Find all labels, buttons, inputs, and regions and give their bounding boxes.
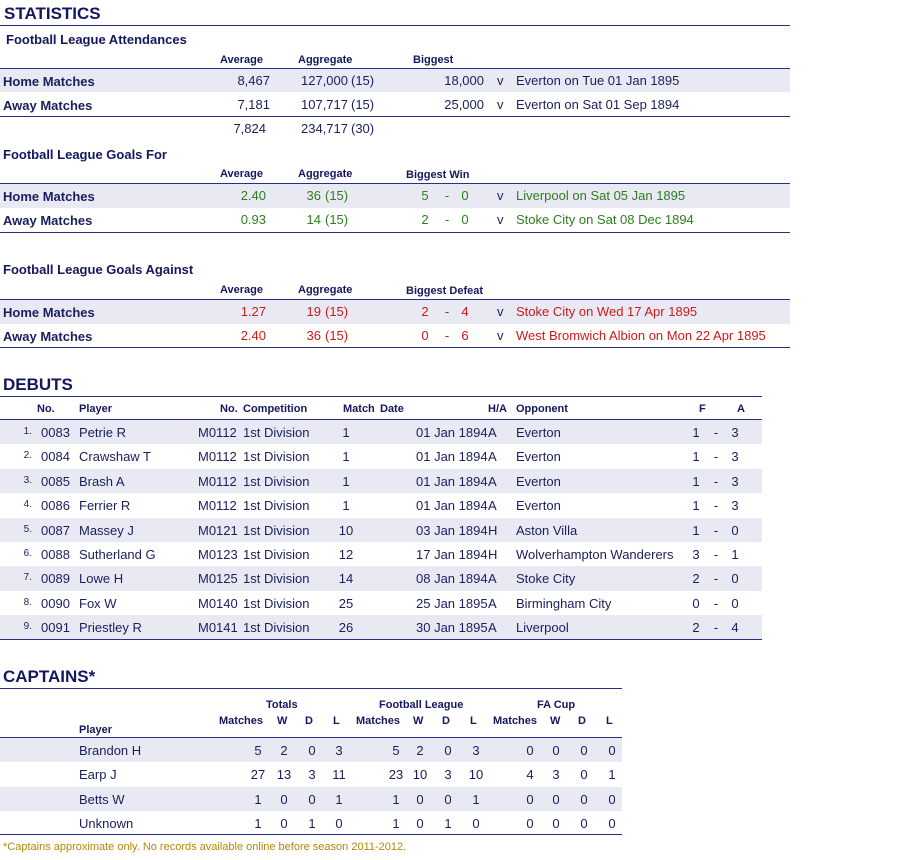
col-w-header: W (550, 715, 561, 727)
captain-fl-matches: 5 (392, 743, 400, 758)
captain-fa-matches: 0 (526, 816, 534, 832)
captain-fa-l: 0 (608, 816, 616, 832)
score-against: 0 (461, 188, 469, 203)
debut-player: Massey J (79, 522, 134, 538)
captains-title: CAPTAINS* (3, 667, 96, 686)
total-count: (30) (351, 121, 375, 136)
debut-dash: - (713, 595, 719, 611)
debut-match: 1 (342, 425, 350, 440)
versus: v (497, 97, 504, 112)
col-average-header: Average (220, 284, 264, 296)
biggest-detail: Everton on Sat 01 Sep 1894 (516, 97, 680, 112)
col-aggregate-header: Aggregate (298, 54, 353, 66)
captain-fa-d: 0 (580, 816, 588, 832)
captain-fa-l: 0 (608, 791, 616, 807)
row-label: Home Matches (3, 74, 95, 89)
average-value: 0.93 (240, 212, 266, 227)
col-matches-header: Matches (356, 715, 401, 727)
captain-t-d: 0 (308, 791, 316, 807)
attendances-title: Football League Attendances (6, 32, 187, 47)
captains-footnote: *Captains approximate only. No records available online before season 2011-2012. (3, 841, 407, 853)
aggregate-count: (15) (325, 304, 349, 319)
debut-mno: M0141 (198, 620, 238, 636)
debut-ha: A (488, 595, 497, 611)
debut-date: 17 Jan 1894 (416, 547, 488, 562)
col-average-header: Average (220, 54, 264, 66)
col-average-header: Average (220, 168, 264, 180)
group-totals-header: Totals (266, 699, 298, 711)
debut-f: 0 (692, 595, 700, 611)
debut-player: Priestley R (79, 620, 142, 636)
row-label: Home Matches (3, 189, 95, 204)
captain-t-l: 0 (335, 816, 343, 832)
aggregate-count: (15) (325, 212, 349, 227)
debut-match: 10 (338, 522, 354, 538)
statistics-title: STATISTICS (4, 4, 101, 23)
debut-f: 2 (692, 571, 700, 587)
captain-fl-l: 1 (472, 791, 480, 807)
debut-ha: A (488, 620, 497, 636)
debut-date: 25 Jan 1895 (416, 595, 488, 611)
score-dash: - (444, 212, 450, 227)
debut-idx: 5. (23, 523, 32, 535)
debut-no: 0091 (41, 620, 70, 636)
debut-date: 01 Jan 1894 (416, 425, 488, 440)
captain-fa-w: 3 (552, 767, 560, 783)
goals-against-title: Football League Goals Against (3, 262, 194, 277)
debuts-title: DEBUTS (3, 375, 73, 394)
average-value: 8,467 (237, 73, 270, 88)
debut-dash: - (713, 522, 719, 538)
captain-fa-d: 0 (580, 791, 588, 807)
score-dash: - (444, 188, 450, 203)
debut-a: 0 (731, 522, 739, 538)
col-l-header: L (606, 715, 613, 727)
debut-competition: 1st Division (243, 571, 310, 587)
captain-fl-l: 10 (468, 767, 484, 783)
debut-idx: 9. (23, 621, 32, 633)
debut-f: 3 (692, 547, 700, 562)
col-d-header: D (442, 715, 450, 727)
col-player-header: Player (79, 403, 113, 415)
debut-mno: M0112 (198, 425, 237, 440)
captain-player: Betts W (79, 791, 125, 807)
aggregate-value: 127,000 (301, 73, 348, 88)
goals-for-title: Football League Goals For (3, 147, 167, 162)
col-a-header: A (737, 403, 745, 415)
debut-ha: A (488, 449, 497, 465)
average-value: 2.40 (240, 328, 266, 343)
aggregate-count: (15) (351, 97, 375, 112)
debut-a: 0 (731, 571, 739, 587)
divider (0, 639, 762, 640)
biggest-detail: West Bromwich Albion on Mon 22 Apr 1895 (516, 328, 766, 343)
debut-match: 1 (342, 498, 350, 514)
debut-ha: A (488, 498, 497, 514)
versus: v (497, 328, 504, 343)
debut-idx: 3. (23, 474, 32, 486)
debut-opponent: Everton (516, 473, 561, 489)
captain-fa-matches: 4 (526, 767, 534, 783)
row-label: Away Matches (3, 329, 93, 344)
debut-match: 1 (342, 449, 350, 465)
debut-opponent: Everton (516, 449, 561, 465)
col-f-header: F (699, 403, 706, 415)
debut-idx: 6. (23, 548, 32, 559)
captain-fl-w: 10 (412, 767, 428, 783)
versus: v (497, 212, 504, 227)
debut-opponent: Liverpool (516, 620, 569, 636)
debut-a: 3 (731, 473, 739, 489)
captain-t-d: 0 (308, 743, 316, 758)
debut-player: Ferrier R (79, 498, 131, 514)
group-league-header: Football League (379, 699, 464, 711)
debut-ha: H (488, 547, 498, 562)
col-opponent-header: Opponent (516, 403, 568, 415)
score-dash: - (444, 304, 450, 319)
debut-dash: - (713, 547, 719, 562)
debut-idx: 2. (23, 450, 32, 462)
debut-no: 0086 (41, 498, 70, 514)
debut-competition: 1st Division (243, 522, 310, 538)
debut-match: 14 (338, 571, 354, 587)
debut-dash: - (713, 425, 719, 440)
aggregate-value: 36 (306, 188, 321, 203)
captain-fl-w: 0 (416, 816, 424, 832)
captain-fl-matches: 1 (392, 791, 400, 807)
debut-opponent: Aston Villa (516, 522, 578, 538)
divider (0, 688, 622, 689)
debut-mno: M0121 (198, 522, 238, 538)
col-d-header: D (305, 715, 313, 727)
aggregate-value: 14 (306, 212, 321, 227)
debut-date: 30 Jan 1895 (416, 620, 488, 636)
captain-player: Brandon H (79, 743, 142, 758)
debut-player: Crawshaw T (79, 449, 152, 465)
divider (0, 396, 762, 397)
total-average: 7,824 (233, 121, 266, 136)
aggregate-value: 36 (306, 328, 321, 343)
captain-fa-l: 0 (608, 743, 616, 758)
debut-opponent: Everton (516, 425, 561, 440)
divider (0, 116, 790, 117)
debut-mno: M0112 (198, 449, 237, 465)
col-ha-header: H/A (488, 403, 507, 415)
biggest-detail: Stoke City on Wed 17 Apr 1895 (516, 304, 698, 319)
debut-ha: H (488, 522, 498, 538)
debut-player: Lowe H (79, 571, 124, 587)
debut-idx: 8. (23, 596, 32, 608)
biggest-value: 25,000 (444, 97, 484, 112)
captain-t-w: 2 (280, 743, 288, 758)
col-date-header: Date (380, 403, 404, 415)
debut-competition: 1st Division (243, 473, 310, 489)
score-for: 2 (421, 212, 429, 227)
debut-player: Sutherland G (79, 547, 156, 562)
col-aggregate-header: Aggregate (298, 284, 353, 296)
debut-match: 26 (338, 620, 354, 636)
debut-competition: 1st Division (243, 620, 310, 636)
debut-player: Brash A (79, 473, 125, 489)
aggregate-value: 19 (306, 304, 321, 319)
captain-t-d: 1 (308, 816, 316, 832)
debut-no: 0090 (41, 595, 70, 611)
captain-fa-w: 0 (552, 791, 560, 807)
col-w-header: W (277, 715, 288, 727)
debut-date: 01 Jan 1894 (416, 473, 488, 489)
captain-t-l: 11 (332, 767, 346, 783)
debut-mno: M0140 (198, 595, 238, 611)
captain-player: Unknown (79, 816, 134, 832)
captain-fl-w: 0 (416, 791, 424, 807)
debut-match: 12 (338, 547, 354, 562)
captain-t-matches: 27 (250, 767, 266, 783)
biggest-detail: Everton on Tue 01 Jan 1895 (516, 73, 680, 88)
captain-t-l: 3 (335, 743, 343, 758)
debut-no: 0088 (41, 547, 70, 562)
biggest-value: 18,000 (444, 73, 484, 88)
captain-fa-w: 0 (552, 816, 560, 832)
captain-fa-matches: 0 (526, 743, 534, 758)
debut-competition: 1st Division (243, 498, 310, 514)
captain-t-matches: 1 (254, 791, 262, 807)
divider (0, 232, 790, 233)
debut-mno: M0112 (198, 498, 237, 514)
divider (0, 834, 622, 835)
score-for: 0 (421, 328, 429, 343)
debut-idx: 4. (23, 499, 32, 511)
captain-fl-matches: 23 (388, 767, 404, 783)
captain-fl-l: 0 (472, 816, 480, 832)
score-against: 4 (461, 304, 469, 319)
captain-fl-d: 0 (444, 791, 452, 807)
debut-dash: - (713, 571, 719, 587)
col-matches-header: Matches (219, 715, 264, 727)
debut-ha: A (488, 473, 497, 489)
captain-fl-w: 2 (416, 743, 424, 758)
captain-fl-d: 3 (444, 767, 452, 783)
col-player-header: Player (79, 724, 113, 736)
debut-no: 0089 (41, 571, 70, 587)
debut-dash: - (713, 620, 719, 636)
average-value: 2.40 (240, 188, 266, 203)
group-facup-header: FA Cup (537, 699, 576, 711)
col-d-header: D (578, 715, 586, 727)
row-label: Away Matches (3, 98, 93, 113)
aggregate-value: 107,717 (301, 97, 348, 112)
col-w-header: W (413, 715, 424, 727)
captain-t-matches: 1 (254, 816, 262, 832)
versus: v (497, 73, 504, 88)
divider (0, 25, 790, 26)
debut-f: 1 (692, 425, 700, 440)
debut-mno: M0123 (198, 547, 238, 562)
row-label: Away Matches (3, 213, 93, 228)
captain-fl-d: 0 (444, 743, 452, 758)
captain-t-w: 0 (280, 816, 288, 832)
debut-date: 01 Jan 1894 (416, 498, 488, 514)
biggest-detail: Stoke City on Sat 08 Dec 1894 (516, 212, 694, 227)
aggregate-count: (15) (325, 188, 349, 203)
debut-a: 0 (731, 595, 739, 611)
captain-fa-w: 0 (552, 743, 560, 758)
col-biggest-header: Biggest (413, 54, 454, 66)
debut-a: 4 (731, 620, 739, 636)
divider (0, 347, 790, 348)
debut-no: 0084 (41, 449, 70, 465)
debut-competition: 1st Division (243, 595, 310, 611)
debut-competition: 1st Division (243, 547, 310, 562)
debut-no: 0085 (41, 473, 70, 489)
col-aggregate-header: Aggregate (298, 168, 353, 180)
captain-fa-matches: 0 (526, 791, 534, 807)
debut-opponent: Birmingham City (516, 595, 612, 611)
captain-t-d: 3 (308, 767, 316, 783)
debut-f: 1 (692, 473, 700, 489)
col-biggest-win-header: Biggest Win (406, 169, 470, 181)
versus: v (497, 188, 504, 203)
debut-player: Fox W (79, 595, 117, 611)
col-no-header: No. (37, 403, 55, 415)
aggregate-count: (15) (351, 73, 375, 88)
captain-t-matches: 5 (254, 743, 262, 758)
score-against: 6 (461, 328, 469, 343)
debut-dash: - (713, 449, 719, 465)
captain-fa-d: 0 (580, 743, 588, 758)
score-for: 2 (421, 304, 429, 319)
versus: v (497, 304, 504, 319)
debut-match: 25 (338, 595, 354, 611)
col-l-header: L (333, 715, 340, 727)
debut-f: 1 (692, 449, 700, 465)
average-value: 1.27 (240, 304, 266, 319)
captain-player: Earp J (79, 767, 117, 783)
captain-fl-d: 1 (444, 816, 452, 832)
debut-ha: A (488, 425, 497, 440)
debut-mno: M0112 (198, 473, 237, 489)
debut-no: 0087 (41, 522, 70, 538)
debut-match: 1 (342, 473, 350, 489)
debut-dash: - (713, 498, 719, 514)
debut-a: 3 (731, 449, 739, 465)
debut-f: 1 (692, 522, 700, 538)
debut-opponent: Wolverhampton Wanderers (516, 547, 674, 562)
score-dash: - (444, 328, 450, 343)
aggregate-count: (15) (325, 328, 349, 343)
debut-competition: 1st Division (243, 425, 310, 440)
col-matches-header: Matches (493, 715, 538, 727)
col-l-header: L (470, 715, 477, 727)
average-value: 7,181 (237, 97, 270, 112)
captain-t-w: 13 (276, 767, 292, 783)
col-match-header: Match (343, 403, 375, 415)
debut-mno: M0125 (198, 571, 238, 587)
row-label: Home Matches (3, 305, 95, 320)
biggest-detail: Liverpool on Sat 05 Jan 1895 (516, 188, 686, 203)
debut-a: 3 (731, 498, 739, 514)
debut-a: 3 (731, 425, 739, 440)
captain-fa-l: 1 (608, 767, 616, 783)
captain-fl-matches: 1 (392, 816, 400, 832)
total-aggregate: 234,717 (301, 121, 348, 136)
col-match-no-header: No. (220, 403, 238, 415)
debut-competition: 1st Division (243, 449, 310, 465)
score-for: 5 (421, 188, 429, 203)
captain-fl-l: 3 (472, 743, 480, 758)
debut-idx: 7. (23, 572, 32, 584)
debut-date: 01 Jan 1894 (416, 449, 488, 465)
debut-f: 1 (692, 498, 700, 514)
debut-date: 08 Jan 1894 (416, 571, 488, 587)
debut-opponent: Stoke City (516, 571, 576, 587)
score-against: 0 (461, 212, 469, 227)
captain-fa-d: 0 (580, 767, 588, 783)
debut-idx: 1. (23, 426, 32, 437)
debut-no: 0083 (41, 425, 70, 440)
debut-f: 2 (692, 620, 700, 636)
debut-ha: A (488, 571, 497, 587)
captain-t-w: 0 (280, 791, 288, 807)
col-competition-header: Competition (243, 403, 308, 415)
col-biggest-defeat-header: Biggest Defeat (406, 285, 484, 297)
debut-a: 1 (731, 547, 739, 562)
debut-player: Petrie R (79, 425, 126, 440)
debut-opponent: Everton (516, 498, 561, 514)
debut-dash: - (713, 473, 719, 489)
debut-date: 03 Jan 1894 (416, 522, 488, 538)
captain-t-l: 1 (335, 791, 343, 807)
